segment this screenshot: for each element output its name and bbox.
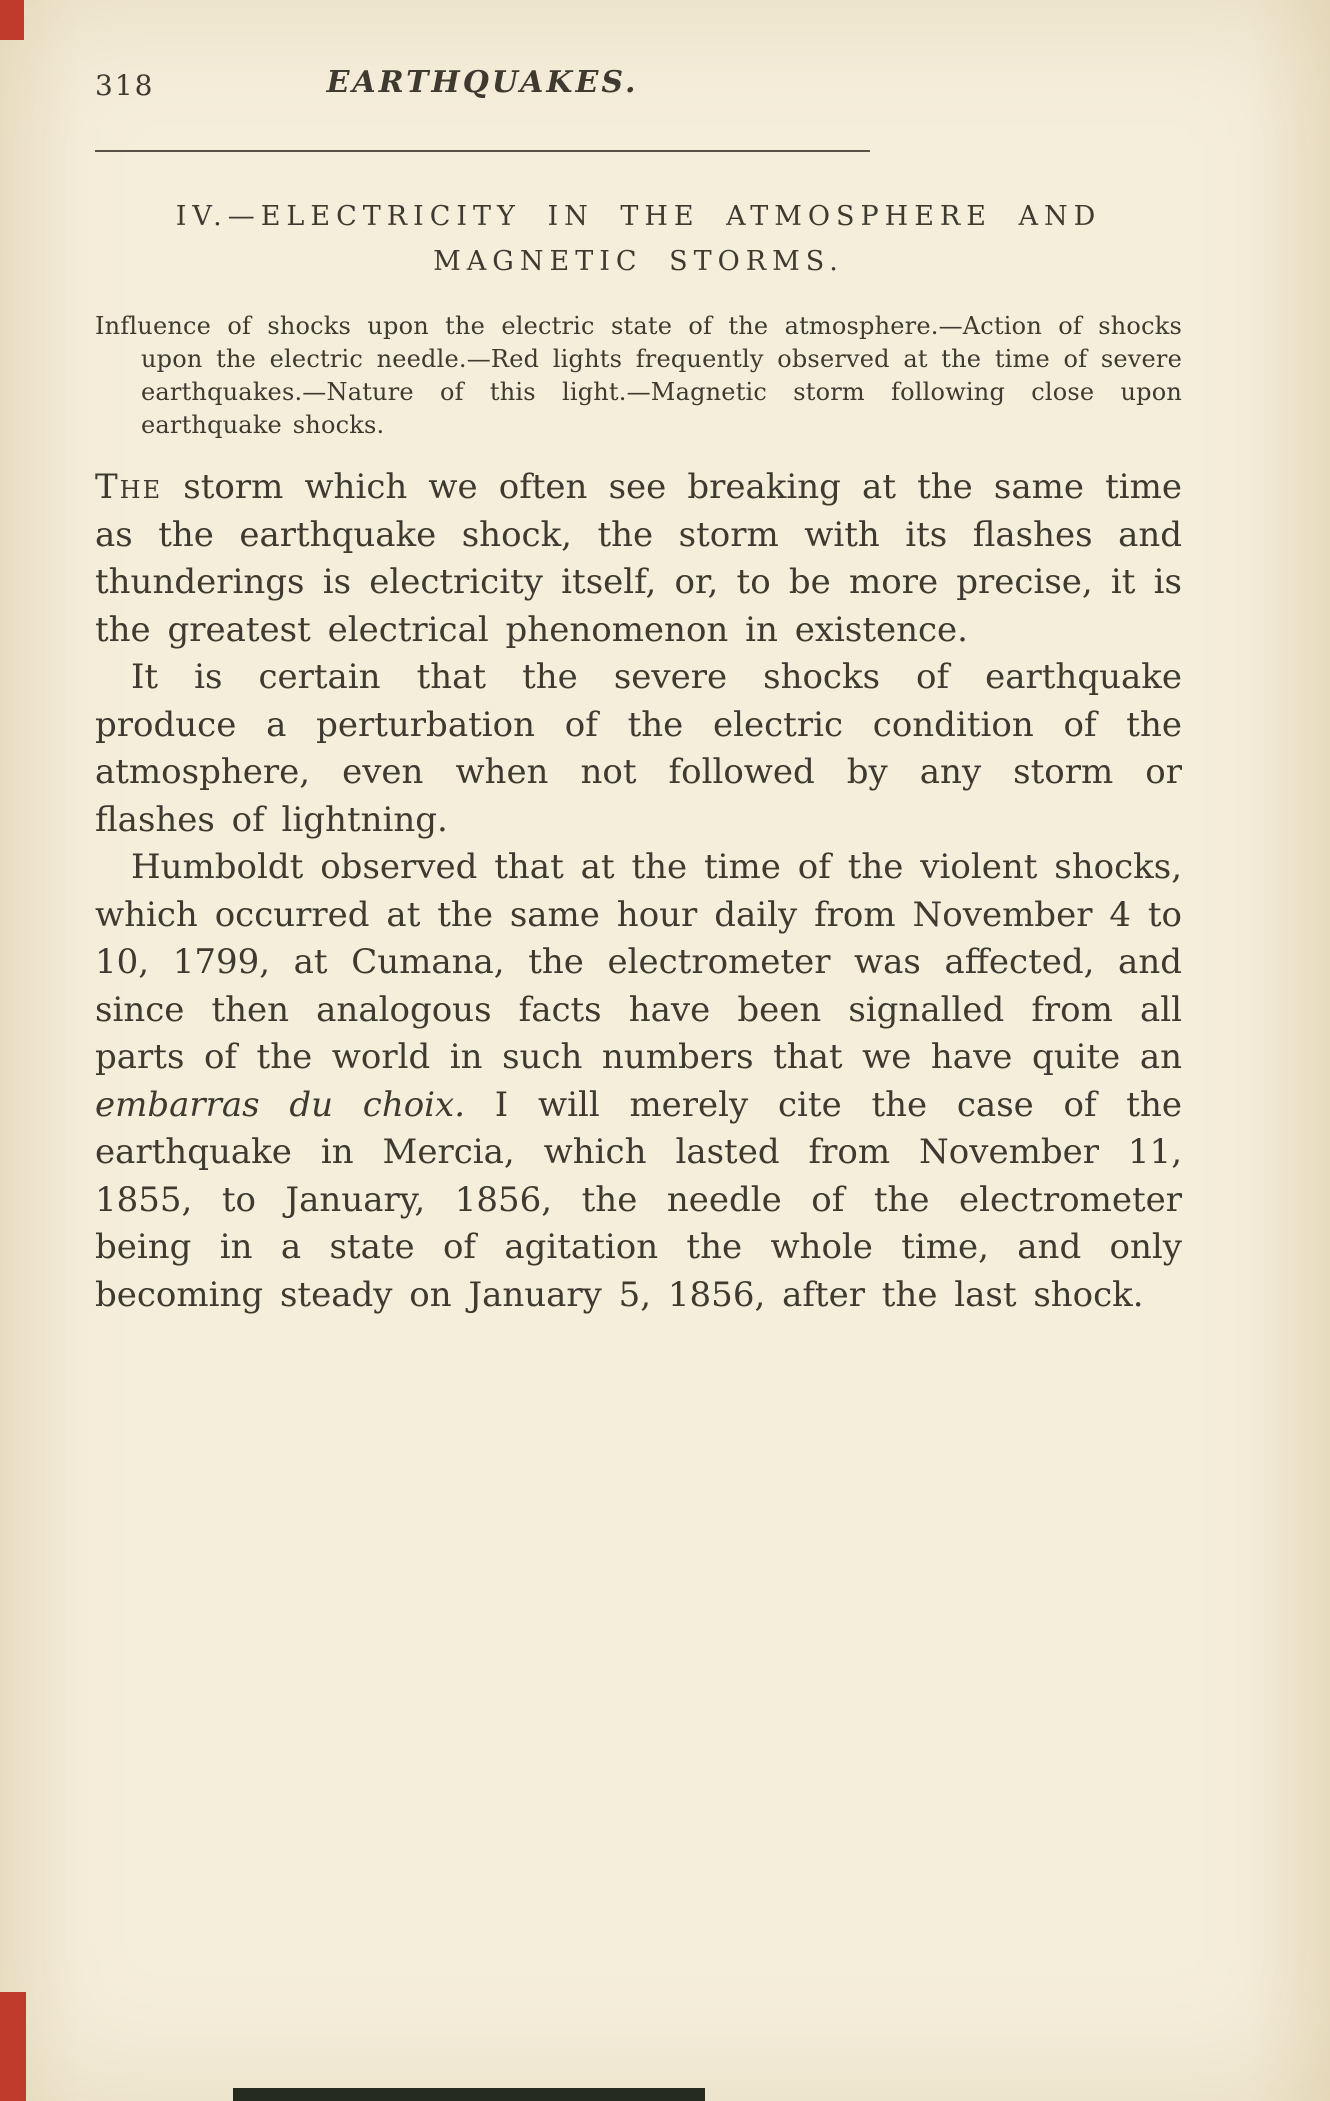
scan-artifact-bottom-left <box>0 1992 26 2101</box>
paragraph-text: Humboldt observed that at the time of the violent shocks, which occurred at the same hour daily from November 4 to 10, 1799, at Cumana, the electrometer was affected, and since then analogous facts have been signalled from all parts of the world in such numbers that we have quite an <box>95 847 1182 1077</box>
header-rule <box>95 150 870 152</box>
paragraph <box>95 844 1182 1319</box>
body-text <box>95 464 1182 1319</box>
page-header <box>95 60 870 106</box>
chapter-summary: Influence of shocks upon the electric state of the atmosphere.—Action of shocks upon the electric needle.—Red lights frequently observed at the time of severe earthquakes.—Nature of this light.—Magnetic storm following close upon earthquake shocks. <box>95 312 1182 439</box>
scan-artifact-bottom-edge <box>233 2088 705 2101</box>
paragraph-text: It is certain that the severe shocks of earthquake produce a perturbation of the electric condition of the atmosphere, even when not followed by any storm or flashes of lightning. <box>95 657 1182 840</box>
italic-phrase: embarras du choix. <box>95 1084 466 1125</box>
paragraph-text: storm which we often see breaking at the same time as the earthquake shock, the storm with its flashes and thunderings is electricity itself, or, to be more precise, it is the greatest electrical phenomenon in existence. <box>95 467 1182 650</box>
lead-small-caps: The <box>95 467 163 507</box>
paragraph <box>95 654 1182 844</box>
page-number: 318 <box>95 69 155 102</box>
chapter-heading-line-2: MAGNETIC STORMS. <box>433 246 844 277</box>
chapter-heading <box>95 194 1182 284</box>
running-title: EARTHQUAKES. <box>326 65 639 100</box>
chapter-heading-line-1: IV.—ELECTRICITY IN THE ATMOSPHERE AND <box>175 201 1102 232</box>
paragraph-text: I will merely cite the case of the earthquake in Mercia, which lasted from November 11, 1855, to January, 1856, the needle of the electrometer being in a state of agitation the whole time, and only becoming steady on January 5, 1856, after the last shock. <box>95 1084 1182 1315</box>
paragraph <box>95 464 1182 654</box>
scan-artifact-top-left <box>0 0 24 40</box>
